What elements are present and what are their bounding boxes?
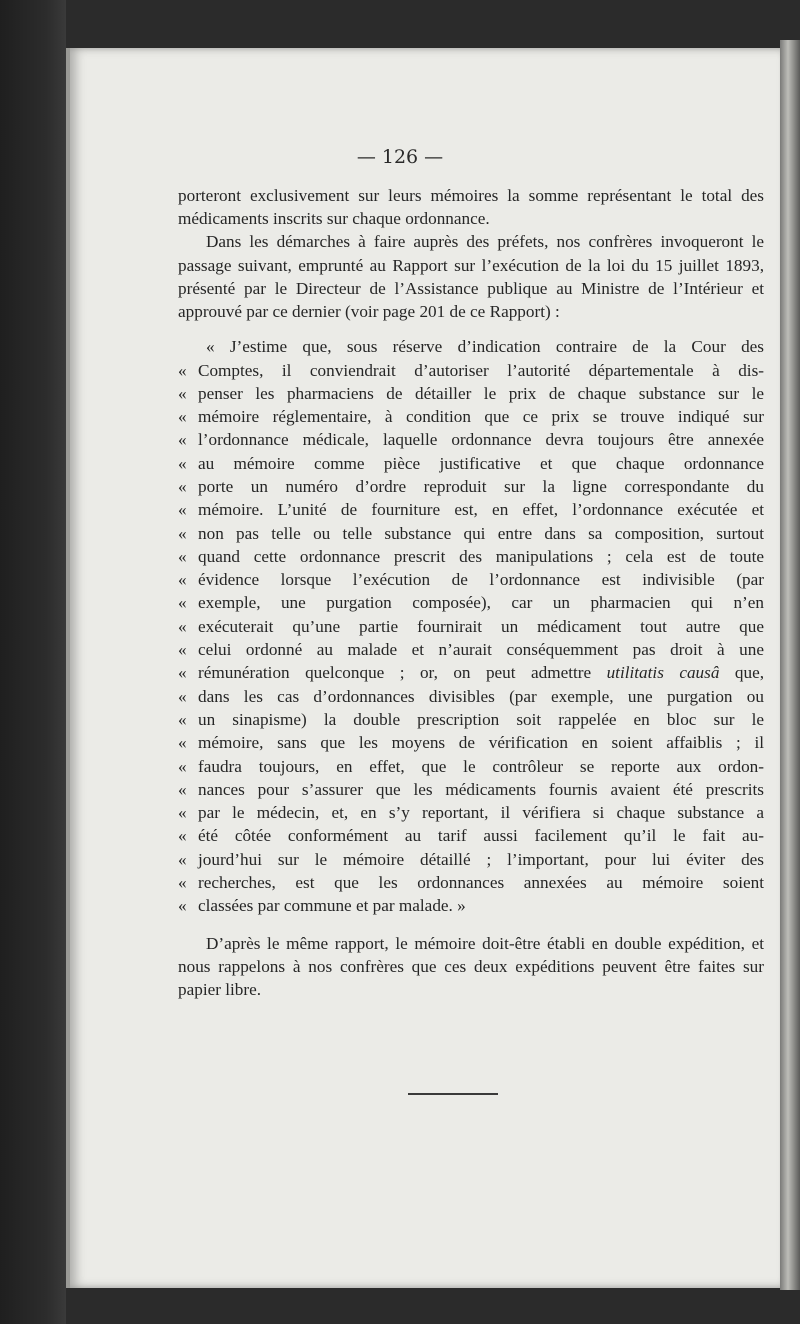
quote-line: « par le médecin, et, en s’y reportant, il vérifiera si chaque substance a [178,801,764,824]
guillemet-mark: « [178,709,187,729]
quote-line: « celui ordonné au malade et n’aurait conséquemment pas droit à une [178,638,764,661]
quote-line: « rémunération quelconque ; or, on peut admettre utilitatis causâ que, [178,661,764,684]
guillemet-mark: « [178,360,187,380]
quote-line: « été côtée conformément au tarif aussi facilement qu’il le fait au- [178,824,764,847]
quote-line: « non pas telle ou telle substance qui entre dans sa composition, surtout [178,522,764,545]
quote-line: « mémoire. L’unité de fourniture est, en effet, l’ordonnance exécutée et [178,498,764,521]
quote-line: « penser les pharmaciens de détailler le prix de chaque substance sur le [178,382,764,405]
paragraph-1: porteront exclusivement sur leurs mémoires la somme représentant le total des médicaments inscrits sur chaque ordonnance. [178,186,764,229]
guillemet-mark: « [178,430,187,450]
guillemet-mark: « [178,407,187,427]
quote-line: « dans les cas d’ordonnances divisibles (par exemple, une purgation ou [178,685,764,708]
guillemet-mark: « [178,593,187,613]
guillemet-mark: « [178,523,187,543]
guillemet-mark: « [178,663,187,683]
guillemet-mark: « [178,570,187,590]
paragraph-3: D’après le même rapport, le mémoire doit-être établi en double expédition, et nous rappelons à nos confrères que ces deux expéditions peuvent être faites sur papier libre. [178,933,764,1000]
guillemet-mark: « [178,756,187,776]
guillemet-mark: « [178,477,187,496]
quote-line: « mémoire réglementaire, à condition que ce prix se trouve indiqué sur [178,405,764,428]
quote-line: « Comptes, il conviendrait d’autoriser l’autorité départementale à dis- [178,359,764,382]
guillemet-mark: « [178,500,187,520]
guillemet-mark: « [178,896,187,916]
quotation-block [178,335,764,917]
quote-line: « un sinapisme) la double prescription soit rappelée en bloc sur le [178,708,764,731]
quote-line: « exécuterait qu’une partie fournirait un médicament tout autre que [178,615,764,638]
quote-line: « porte un numéro d’ordre reproduit sur la ligne correspondante du [178,475,764,498]
quote-line: « nances pour s’assurer que les médicaments fournis avaient été prescrits [178,778,764,801]
guillemet-mark: « [178,640,187,660]
guillemet-mark: « [178,803,187,823]
quote-line: « évidence lorsque l’exécution de l’ordonnance est indivisible (par [178,568,764,591]
quote-line: « exemple, une purgation composée), car un pharmacien qui n’en [178,591,764,614]
quote-line: « mémoire, sans que les moyens de vérification en soient affaiblis ; il [178,731,764,754]
guillemet-mark: « [178,546,187,566]
quote-line: « recherches, est que les ordonnances annexées au mémoire soient [178,871,764,894]
guillemet-mark: « [178,733,187,753]
quote-line: « faudra toujours, en effet, que le contrôleur se reporte aux ordon- [178,755,764,778]
guillemet-mark: « [178,849,187,869]
quote-line: « jourd’hui sur le mémoire détaillé ; l’important, pour lui éviter des [178,848,764,871]
quote-line: « classées par commune et par malade. » [178,894,764,917]
guillemet-mark: « [178,383,187,403]
quote-line: « J’estime que, sous réserve d’indication contraire de la Cour des [206,337,764,357]
page-stack-edge [780,40,800,1290]
guillemet-mark: « [178,779,187,799]
quote-line: « au mémoire comme pièce justificative et que chaque ordonnance [178,452,764,475]
end-rule [408,1093,498,1095]
guillemet-mark: « [178,453,187,473]
quote-line: « l’ordonnance médicale, laquelle ordonnance devra toujours être annexée [178,428,764,451]
guillemet-mark: « [178,686,187,706]
quote-line: « quand cette ordonnance prescrit des manipulations ; cela est de toute [178,545,764,568]
page-body [178,184,764,1001]
book-binding-edge [0,0,66,1324]
guillemet-mark: « [178,873,187,893]
italic-latin-phrase: utilitatis causâ [606,663,720,683]
guillemet-mark: « [178,616,187,636]
paragraph-2: Dans les démarches à faire auprès des préfets, nos confrères invoqueront le passage suivant, emprunté au Rapport sur l’exécution de la loi du 15 juillet 1893, présenté par le Directeur de l’Assistance publique au Ministre de l’Intérieur et approuvé par ce dernier (voir page 201 de ce Rapport) : [178,232,764,322]
page-number: — 126 — [356,146,444,168]
guillemet-mark: « [178,826,187,846]
